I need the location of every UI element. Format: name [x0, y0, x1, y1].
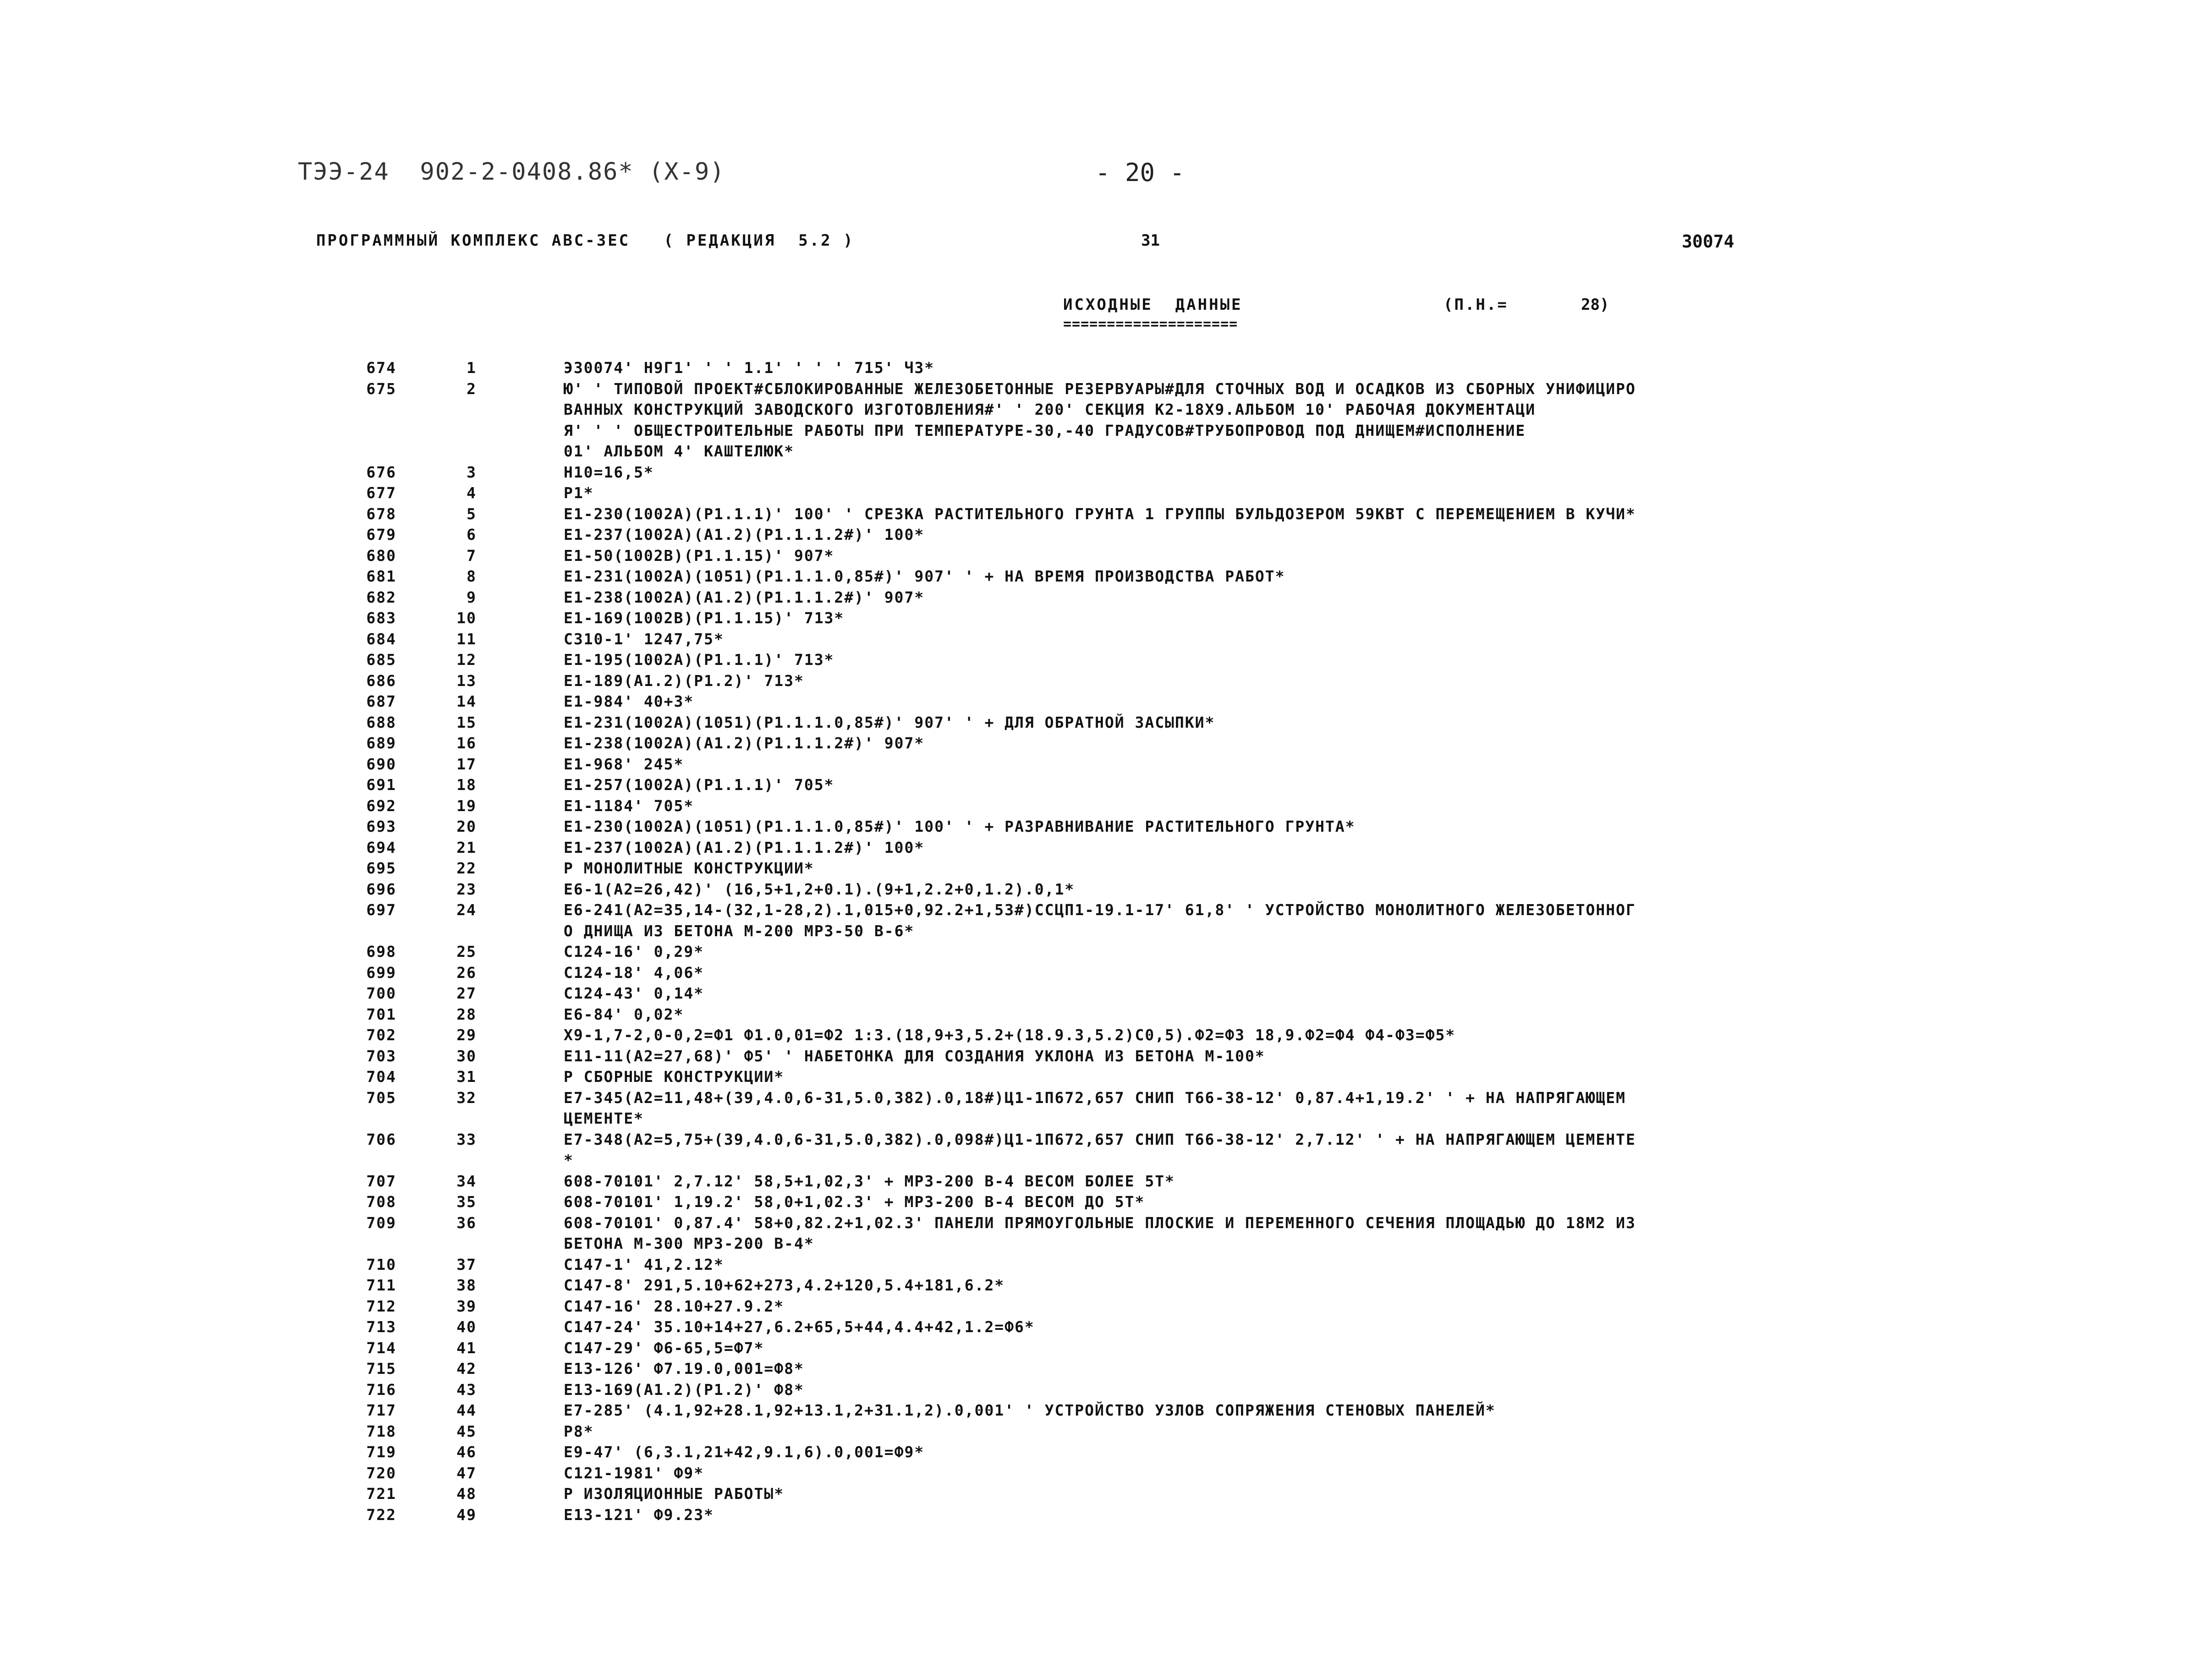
record-text-continuation: ЦЕМЕНТЕ*: [564, 1109, 644, 1127]
program-field-31: 31: [1141, 231, 1160, 250]
record-text: С121-1981' Ф9*: [564, 1464, 704, 1482]
document-code: ТЭЭ-24 902-2-0408.86* (X-9): [298, 158, 725, 186]
listing-row: [0, 524, 2212, 545]
record-number: 31: [456, 1068, 477, 1086]
listing-row: [0, 1254, 2212, 1275]
record-number: 49: [456, 1505, 477, 1524]
record-text: Е1-231(1002А)(1051)(Р1.1.1.0,85#)' 907' ' + НА ВРЕМЯ ПРОИЗВОДСТВА РАБОТ*: [564, 567, 1285, 585]
listing-row: [0, 858, 2212, 879]
line-number: 708: [366, 1193, 396, 1211]
listing-row: [0, 1504, 2212, 1526]
record-number: 28: [456, 1005, 477, 1023]
listing-row: [0, 587, 2212, 608]
line-number: 682: [366, 588, 396, 606]
record-number: 13: [456, 671, 477, 690]
record-number: 17: [456, 755, 477, 773]
record-text: Е1-231(1002А)(1051)(Р1.1.1.0,85#)' 907' ' + ДЛЯ ОБРАТНОЙ ЗАСЫПКИ*: [564, 713, 1215, 731]
record-text: С147-29' Ф6-65,5=Ф7*: [564, 1339, 764, 1357]
record-number: 46: [456, 1443, 477, 1461]
record-text: С310-1' 1247,75*: [564, 630, 724, 648]
record-number: 18: [456, 776, 477, 794]
listing-row: [0, 649, 2212, 670]
record-text: Е1-237(1002А)(А1.2)(Р1.1.1.2#)' 100*: [564, 526, 925, 543]
line-number: 695: [366, 859, 396, 877]
listing-row: [0, 379, 2212, 400]
record-text: Р ИЗОЛЯЦИОННЫЕ РАБОТЫ*: [564, 1485, 785, 1503]
record-text: С147-1' 41,2.12*: [564, 1255, 724, 1273]
record-text: Р1*: [564, 484, 594, 502]
record-text: Е13-126' Ф7.19.0,001=Ф8*: [564, 1360, 804, 1378]
record-number: 38: [456, 1276, 477, 1294]
line-number: 714: [366, 1339, 396, 1357]
line-number: 703: [366, 1047, 396, 1065]
line-number: 681: [366, 567, 396, 585]
listing-row: [0, 1317, 2212, 1338]
listing-row: [0, 1171, 2212, 1192]
listing-row: [0, 504, 2212, 525]
listing-row: [0, 1275, 2212, 1296]
record-text: Е1-238(1002А)(А1.2)(Р1.1.1.2#)' 907*: [564, 734, 925, 752]
line-number: 686: [366, 671, 396, 690]
record-number: 8: [467, 567, 477, 585]
line-number: 676: [366, 463, 396, 481]
record-number: 45: [456, 1422, 477, 1440]
record-number: 21: [456, 838, 477, 856]
program-line: ПРОГРАММНЫЙ КОМПЛЕКС АВС-ЗЕС ( РЕДАКЦИЯ 5.2 ): [316, 231, 855, 250]
line-number: 713: [366, 1318, 396, 1336]
listing-row: [0, 1358, 2212, 1379]
line-number: 689: [366, 734, 396, 752]
line-number: 692: [366, 796, 396, 815]
listing-row: [0, 796, 2212, 817]
record-number: 7: [467, 546, 477, 565]
record-number: 47: [456, 1464, 477, 1482]
record-number: 35: [456, 1193, 477, 1211]
record-text: 608-70101' 0,87.4' 58+0,82.2+1,02.3' ПАНЕЛИ ПРЯМОУГОЛЬНЫЕ ПЛОСКИЕ И ПЕРЕМЕННОГО СЕЧЕНИЯ ПЛОЩАДЬЮ ДО 18М2 ИЗ: [564, 1213, 1636, 1232]
line-number: 674: [366, 359, 396, 377]
line-number: 715: [366, 1360, 396, 1378]
listing-row: [0, 1379, 2212, 1400]
record-number: 15: [456, 713, 477, 731]
line-number: 716: [366, 1380, 396, 1399]
record-number: 23: [456, 880, 477, 898]
record-text: Е1-1184' 705*: [564, 796, 694, 815]
line-number: 697: [366, 901, 396, 919]
record-number: 29: [456, 1026, 477, 1044]
line-number: 690: [366, 755, 396, 773]
record-number: 42: [456, 1360, 477, 1378]
line-number: 685: [366, 651, 396, 669]
record-text: Р8*: [564, 1422, 594, 1440]
record-number: 5: [467, 505, 477, 523]
record-number: 25: [456, 943, 477, 960]
section-pn-value: 28): [1581, 296, 1609, 314]
listing-row: [0, 1046, 2212, 1067]
record-number: 16: [456, 734, 477, 752]
listing-row: [0, 1087, 2212, 1109]
listing-row: [0, 629, 2212, 650]
listing-row: [0, 691, 2212, 712]
line-number: 719: [366, 1443, 396, 1461]
record-text-continuation: ВАННЫХ КОНСТРУКЦИЙ ЗАВОДСКОГО ИЗГОТОВЛЕНИЯ#' ' 200' СЕКЦИЯ К2-18Х9.АЛЬБОМ 10' РАБОЧАЯ ДОКУМЕНТАЦИ: [564, 401, 1536, 418]
line-number: 675: [366, 379, 396, 398]
line-number: 694: [366, 838, 396, 856]
line-number: 678: [366, 505, 396, 523]
listing-row: [0, 1025, 2212, 1046]
listing-row: [0, 712, 2212, 733]
record-text: Е1-195(1002А)(Р1.1.1)' 713*: [564, 651, 834, 669]
record-text: Е6-1(А2=26,42)' (16,5+1,2+0.1).(9+1,2.2+0,1.2).0,1*: [564, 880, 1075, 898]
record-text: С124-18' 4,06*: [564, 963, 704, 982]
section-pn-label: (П.Н.=: [1444, 296, 1508, 314]
line-number: 679: [366, 526, 396, 543]
line-number: 688: [366, 713, 396, 731]
listing-row: [0, 983, 2212, 1004]
record-number: 3: [467, 463, 477, 481]
record-text: Е1-238(1002А)(А1.2)(Р1.1.1.2#)' 907*: [564, 588, 925, 606]
line-number: 707: [366, 1172, 396, 1190]
record-text: Е1-230(1002А)(1051)(Р1.1.1.0,85#)' 100' ' + РАЗРАВНИВАНИЕ РАСТИТЕЛЬНОГО ГРУНТА*: [564, 818, 1356, 835]
record-number: 12: [456, 651, 477, 669]
listing-row: [0, 962, 2212, 983]
record-text: С147-24' 35.10+14+27,6.2+65,5+44,4.4+42,1.2=Ф6*: [564, 1318, 1035, 1336]
record-text: Е6-84' 0,02*: [564, 1005, 684, 1023]
record-number: 48: [456, 1485, 477, 1503]
record-number: 30: [456, 1047, 477, 1065]
listing-row: [0, 608, 2212, 629]
record-text-continuation: 01' АЛЬБОМ 4' КАШТЕЛЮК*: [564, 442, 794, 460]
record-text: Р СБОРНЫЕ КОНСТРУКЦИИ*: [564, 1068, 785, 1086]
listing-row: [0, 1338, 2212, 1359]
listing-row: [0, 1421, 2212, 1442]
record-number: 22: [456, 859, 477, 877]
listing-row: [0, 1004, 2212, 1025]
line-number: 709: [366, 1213, 396, 1232]
line-number: 720: [366, 1464, 396, 1482]
line-number: 683: [366, 609, 396, 627]
record-text: Е7-285' (4.1,92+28.1,92+13.1,2+31.1,2).0,001' ' УСТРОЙСТВО УЗЛОВ СОПРЯЖЕНИЯ СТЕНОВЫХ ПАНЕЛЕЙ*: [564, 1401, 1496, 1419]
listing-row: [0, 462, 2212, 483]
record-number: 20: [456, 818, 477, 835]
record-text-continuation: Я' ' ' ОБЩЕСТРОИТЕЛЬНЫЕ РАБОТЫ ПРИ ТЕМПЕРАТУРЕ-30,-40 ГРАДУСОВ#ТРУБОПРОВОД ПОД ДНИЩЕМ#ИСПОЛНЕНИЕ: [564, 421, 1526, 439]
section-title: ИСХОДНЫЕ ДАННЫЕ: [1063, 296, 1243, 314]
program-code: 30074: [1682, 231, 1734, 252]
record-text: Е11-11(А2=27,68)' Ф5' ' НАБЕТОНКА ДЛЯ СОЗДАНИЯ УКЛОНА ИЗ БЕТОНА М-100*: [564, 1047, 1265, 1065]
listing-row: [0, 1213, 2212, 1234]
line-number: 717: [366, 1401, 396, 1419]
line-number: 702: [366, 1026, 396, 1044]
record-number: 32: [456, 1088, 477, 1107]
record-text: Е1-169(1002В)(Р1.1.15)' 713*: [564, 609, 845, 627]
line-number: 699: [366, 963, 396, 982]
record-number: 27: [456, 984, 477, 1002]
line-number: 710: [366, 1255, 396, 1273]
line-number: 696: [366, 880, 396, 898]
record-number: 19: [456, 796, 477, 815]
record-text: Е1-257(1002А)(Р1.1.1)' 705*: [564, 776, 834, 794]
line-number: 698: [366, 943, 396, 960]
record-text-continuation: О ДНИЩА ИЗ БЕТОНА М-200 МРЗ-50 В-6*: [564, 922, 915, 940]
listing-row: [0, 1400, 2212, 1421]
listing-row: [0, 754, 2212, 775]
line-number: 721: [366, 1485, 396, 1503]
line-number: 718: [366, 1422, 396, 1440]
line-number: 711: [366, 1276, 396, 1294]
listing-row: [0, 566, 2212, 587]
record-text: Е7-348(А2=5,75+(39,4.0,6-31,5.0,382).0,098#)Ц1-1П672,657 СНИП Т66-38-12' 2,7.12' ' + НА НАПРЯГАЮЩЕМ ЦЕМЕНТЕ: [564, 1130, 1636, 1148]
record-number: 39: [456, 1297, 477, 1315]
listing-row: [0, 941, 2212, 962]
record-text: Х9-1,7-2,0-0,2=Ф1 Ф1.0,01=Ф2 1:3.(18,9+3,5.2+(18.9.3,5.2)С0,5).Ф2=Ф3 18,9.Ф2=Ф4 Ф4-Ф3=Ф5*: [564, 1026, 1456, 1044]
listing-row: [0, 816, 2212, 837]
line-number: 705: [366, 1088, 396, 1107]
record-text: 608-70101' 2,7.12' 58,5+1,02,3' + МРЗ-200 В-4 ВЕСОМ БОЛЕЕ 5Т*: [564, 1172, 1175, 1190]
record-number: 10: [456, 609, 477, 627]
record-number: 44: [456, 1401, 477, 1419]
record-number: 36: [456, 1213, 477, 1232]
record-text: Е1-968' 245*: [564, 755, 684, 773]
record-text: Е9-47' (6,3.1,21+42,9.1,6).0,001=Ф9*: [564, 1443, 925, 1461]
listing-row: [0, 1483, 2212, 1504]
record-text: Е6-241(А2=35,14-(32,1-28,2).1,015+0,92.2+1,53#)ССЦП1-19.1-17' 61,8' ' УСТРОЙСТВО МОНОЛИТНОГО ЖЕЛЕЗОБЕТОННОГ: [564, 901, 1636, 919]
record-number: 9: [467, 588, 477, 606]
line-number: 693: [366, 818, 396, 835]
record-text: Р МОНОЛИТНЫЕ КОНСТРУКЦИИ*: [564, 859, 814, 877]
line-number: 677: [366, 484, 396, 502]
record-number: 37: [456, 1255, 477, 1273]
record-text: Н10=16,5*: [564, 463, 654, 481]
record-text: Е13-169(А1.2)(Р1.2)' Ф8*: [564, 1380, 804, 1399]
record-number: 41: [456, 1339, 477, 1357]
data-listing: [0, 357, 2212, 1525]
record-number: 1: [467, 359, 477, 377]
line-number: 687: [366, 692, 396, 710]
record-text: Е1-984' 40+3*: [564, 692, 694, 710]
record-number: 33: [456, 1130, 477, 1148]
line-number: 712: [366, 1297, 396, 1315]
record-text-continuation: БЕТОНА М-300 МРЗ-200 В-4*: [564, 1235, 814, 1252]
listing-row: [0, 900, 2212, 921]
record-text: 608-70101' 1,19.2' 58,0+1,02.3' + МРЗ-200 В-4 ВЕСОМ ДО 5Т*: [564, 1193, 1145, 1211]
record-number: 43: [456, 1380, 477, 1399]
listing-row: [0, 1463, 2212, 1484]
line-number: 691: [366, 776, 396, 794]
line-number: 701: [366, 1005, 396, 1023]
record-text: Е1-237(1002А)(А1.2)(Р1.1.1.2#)' 100*: [564, 838, 925, 856]
record-text: С147-16' 28.10+27.9.2*: [564, 1297, 785, 1315]
record-number: 6: [467, 526, 477, 543]
line-number: 684: [366, 630, 396, 648]
listing-row: [0, 1191, 2212, 1213]
listing-row: [0, 879, 2212, 900]
listing-row: [0, 733, 2212, 754]
page-number: - 20 -: [1095, 158, 1185, 187]
record-number: 40: [456, 1318, 477, 1336]
record-text: Е13-121' Ф9.23*: [564, 1505, 714, 1524]
line-number: 722: [366, 1505, 396, 1524]
record-number: 4: [467, 484, 477, 502]
section-underline: ====================: [1063, 316, 1238, 332]
record-number: 14: [456, 692, 477, 710]
record-text: С147-8' 291,5.10+62+273,4.2+120,5.4+181,6.2*: [564, 1276, 1005, 1294]
listing-row: [0, 483, 2212, 504]
listing-row: [0, 1296, 2212, 1317]
record-number: 26: [456, 963, 477, 982]
listing-row: [0, 1066, 2212, 1087]
record-text: С124-16' 0,29*: [564, 943, 704, 960]
line-number: 704: [366, 1068, 396, 1086]
line-number: 706: [366, 1130, 396, 1148]
record-number: 11: [456, 630, 477, 648]
listing-row: [0, 1129, 2212, 1150]
listing-row: [0, 1442, 2212, 1463]
line-number: 700: [366, 984, 396, 1002]
listing-row: [0, 837, 2212, 858]
record-number: 34: [456, 1172, 477, 1190]
record-text-continuation: *: [564, 1151, 574, 1169]
record-text: Ю' ' ТИПОВОЙ ПРОЕКТ#СБЛОКИРОВАННЫЕ ЖЕЛЕЗОБЕТОННЫЕ РЕЗЕРВУАРЫ#ДЛЯ СТОЧНЫХ ВОД И ОСАДКОВ ИЗ СБОРНЫХ УНИФИЦИРО: [564, 379, 1636, 398]
record-text: С124-43' 0,14*: [564, 984, 704, 1002]
listing-row: [0, 357, 2212, 379]
record-text: Е1-50(1002В)(Р1.1.15)' 907*: [564, 546, 834, 565]
record-number: 2: [467, 379, 477, 398]
record-text: Е1-230(1002А)(Р1.1.1)' 100' ' СРЕЗКА РАСТИТЕЛЬНОГО ГРУНТА 1 ГРУППЫ БУЛЬДОЗЕРОМ 59КВТ С ПЕРЕМЕЩЕНИЕМ В КУЧИ*: [564, 505, 1636, 523]
record-number: 24: [456, 901, 477, 919]
line-number: 680: [366, 546, 396, 565]
record-text: ЭЗ0074' Н9Г1' ' ' 1.1' ' ' ' 715' ЧЗ*: [564, 359, 935, 377]
record-text: Е7-345(А2=11,48+(39,4.0,6-31,5.0,382).0,18#)Ц1-1П672,657 СНИП Т66-38-12' 0,87.4+1,19.2' ' + НА НАПРЯГАЮЩЕМ: [564, 1088, 1626, 1107]
listing-row: [0, 545, 2212, 566]
listing-row: [0, 670, 2212, 692]
listing-row: [0, 774, 2212, 796]
record-text: Е1-189(А1.2)(Р1.2)' 713*: [564, 671, 804, 690]
